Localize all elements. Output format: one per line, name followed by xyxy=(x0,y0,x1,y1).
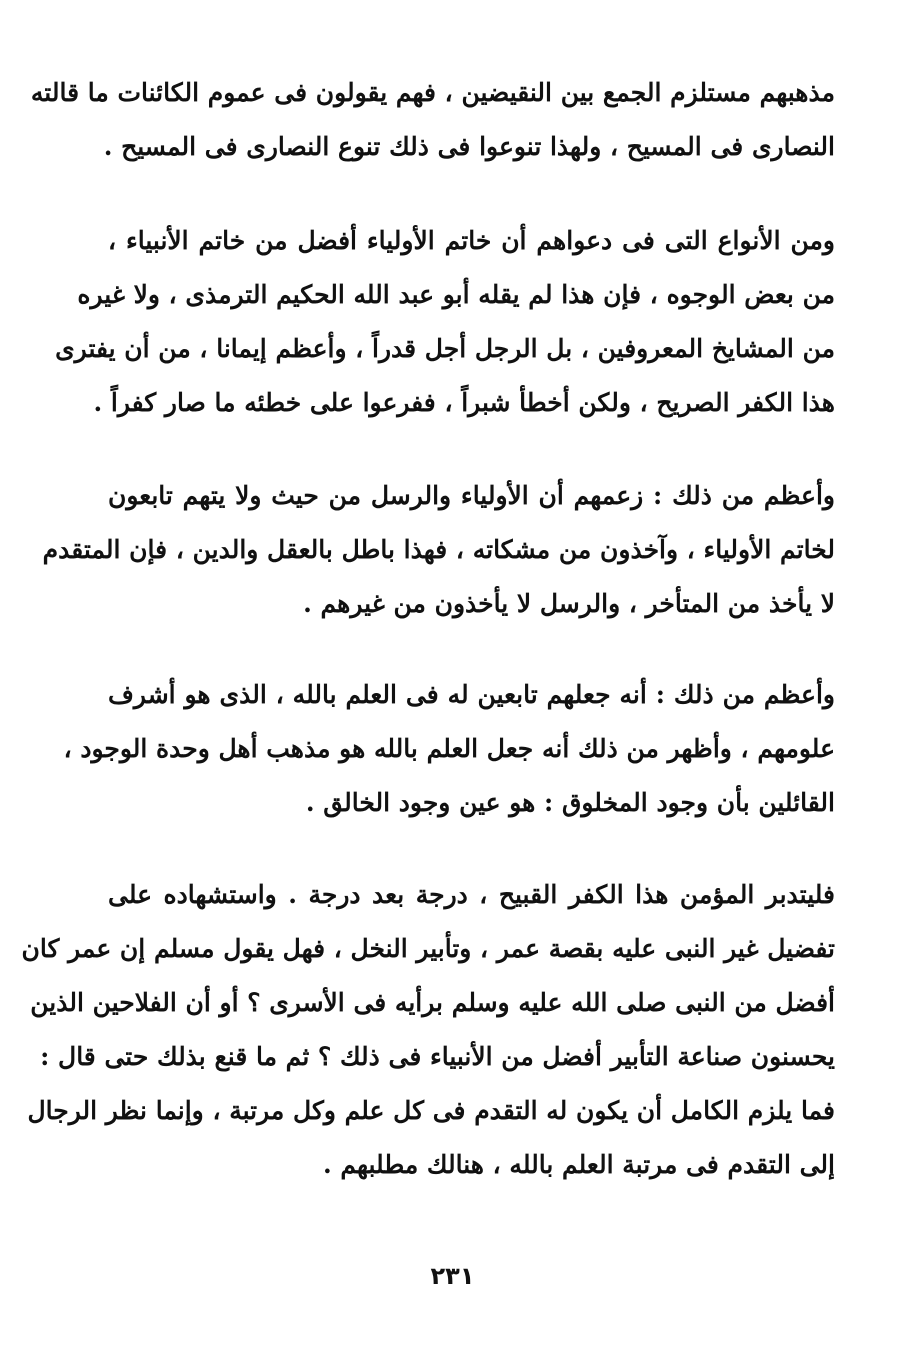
text-line: مذهبهم مستلزم الجمع بين النقيضين ، فهم يقولون فى عموم الكائنات ما قالته xyxy=(30,78,835,107)
text-line: فليتدبر المؤمن هذا الكفر القبيح ، درجة بعد درجة . واستشهاده على xyxy=(108,880,835,909)
paragraph-4 xyxy=(63,668,835,830)
paragraph-1 xyxy=(30,66,835,174)
text-line: هذا الكفر الصريح ، ولكن أخطأ شبراً ، ففرعوا على خطئه ما صار كفراً . xyxy=(93,388,835,417)
text-line: من بعض الوجوه ، فإن هذا لم يقله أبو عبد الله الحكيم الترمذى ، ولا غيره xyxy=(77,280,835,309)
text-line: النصارى فى المسيح ، ولهذا تنوعوا فى ذلك تنوع النصارى فى المسيح . xyxy=(103,132,835,161)
paragraph-2 xyxy=(55,214,835,430)
text-line: ومن الأنواع التى فى دعواهم أن خاتم الأولياء أفضل من خاتم الأنبياء ، xyxy=(108,226,835,255)
text-line: من المشايخ المعروفين ، بل الرجل أجل قدراً ، وأعظم إيمانا ، من أن يفترى xyxy=(55,334,835,363)
text-line: أفضل من النبى صلى الله عليه وسلم برأيه فى الأسرى ؟ أو أن الفلاحين الذين xyxy=(30,988,835,1017)
text-line: يحسنون صناعة التأبير أفضل من الأنبياء فى ذلك ؟ ثم ما قنع بذلك حتى قال : xyxy=(40,1042,835,1071)
text-line: لا يأخذ من المتأخر ، والرسل لا يأخذون من غيرهم . xyxy=(303,589,835,618)
text-line: تفضيل غير النبى عليه بقصة عمر ، وتأبير النخل ، فهل يقول مسلم إن عمر كان xyxy=(21,934,835,963)
text-line: وأعظم من ذلك : أنه جعلهم تابعين له فى العلم بالله ، الذى هو أشرف xyxy=(108,680,835,709)
text-line: علومهم ، وأظهر من ذلك أنه جعل العلم بالله هو مذهب أهل وحدة الوجود ، xyxy=(63,734,835,763)
paragraph-3 xyxy=(42,469,835,631)
paragraph-5 xyxy=(21,868,835,1192)
text-line: فما يلزم الكامل أن يكون له التقدم فى كل علم وكل مرتبة ، وإنما نظر الرجال xyxy=(27,1096,835,1125)
page-number: ٢٣١ xyxy=(430,1262,475,1290)
text-line: وأعظم من ذلك : زعمهم أن الأولياء والرسل من حيث ولا يتهم تابعون xyxy=(108,481,835,510)
text-line: إلى التقدم فى مرتبة العلم بالله ، هنالك مطلبهم . xyxy=(322,1150,835,1179)
text-line: القائلين بأن وجود المخلوق : هو عين وجود الخالق . xyxy=(305,788,835,817)
text-line: لخاتم الأولياء ، وآخذون من مشكاته ، فهذا باطل بالعقل والدين ، فإن المتقدم xyxy=(42,535,835,564)
